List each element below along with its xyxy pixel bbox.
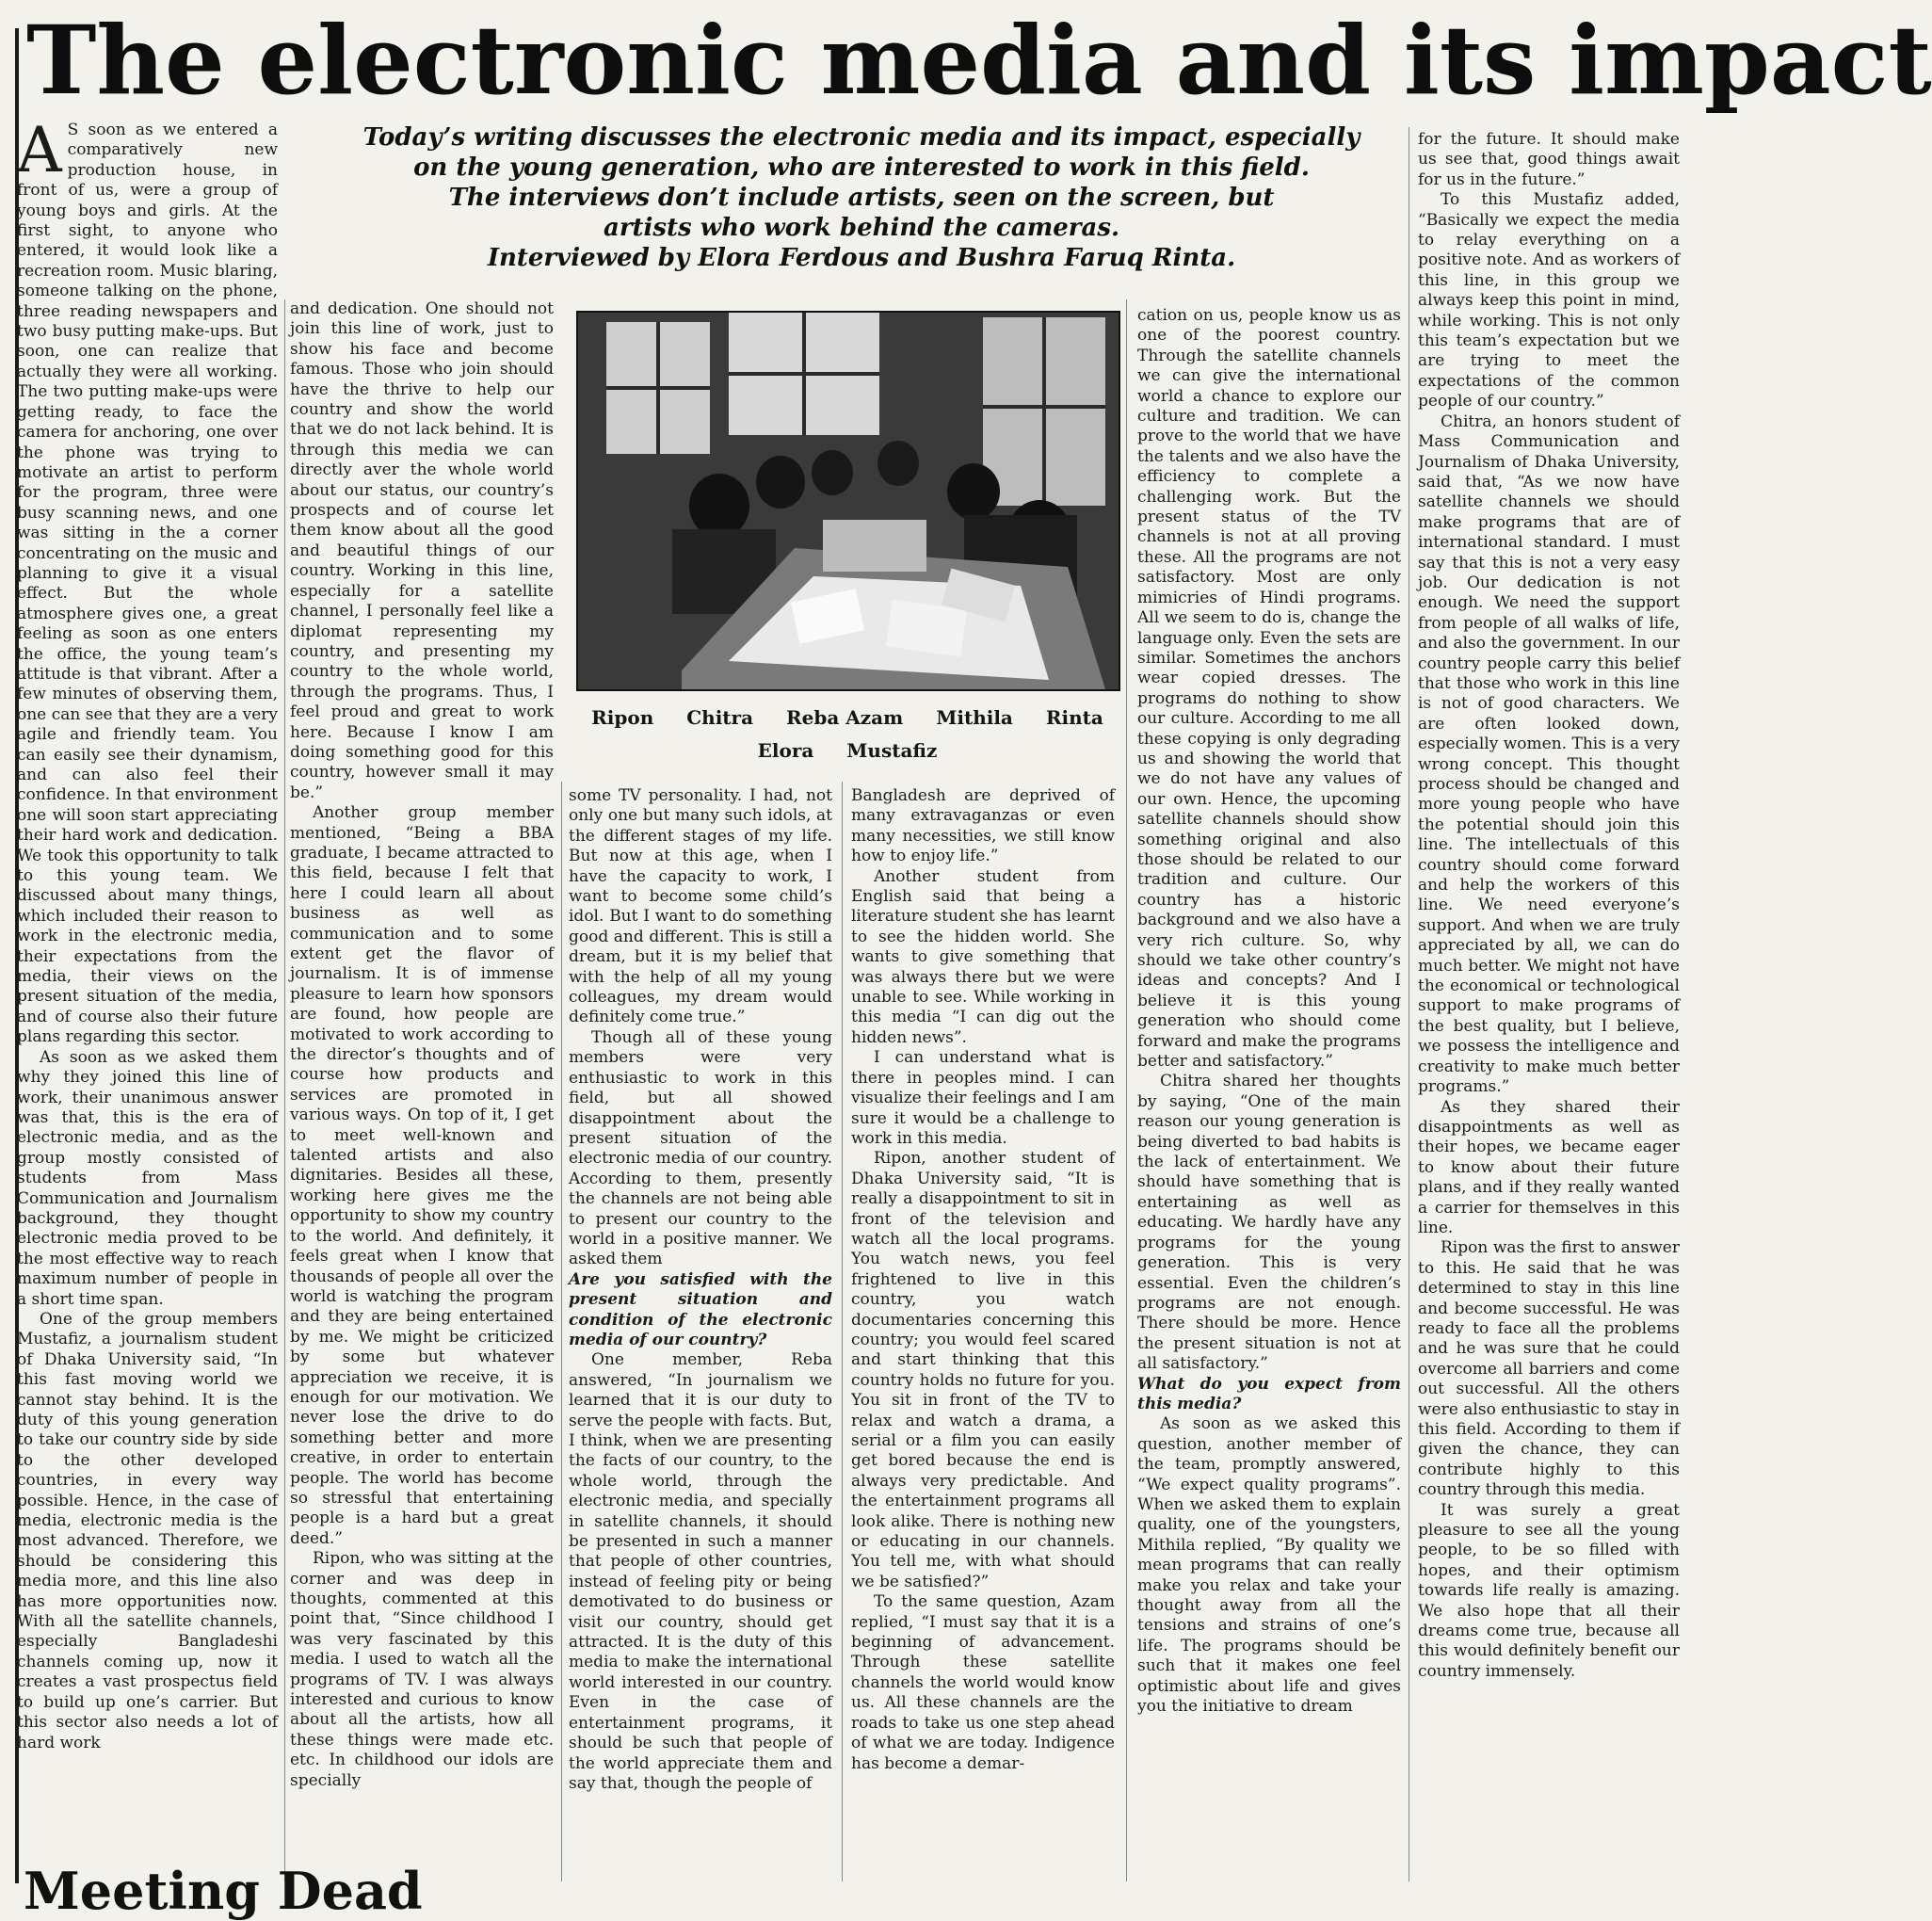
caption-row-2 bbox=[565, 734, 1130, 767]
column-paragraph: Another group member mentioned, “Being a BBA graduate, I became attracted to this field, because I felt that here I could learn all about business as well as communication and to some extent get the flavor of journalism. It is of immense pleasure to learn how sponsors are found, how people are motivated to work according to the director’s thoughts and of course how products and services are promoted in various ways. On top of it, I get to meet well-known and talented artists and also dignitaries. Besides all these, working here gives me the opportunity to show my country to the world. And definitely, it feels great when I know that thousands of people all over the world is watching the program and they are being entertained by me. We might be criticized by some but whatever appreciation we receive, it is enough for our motivation. We never lose the drive to do something better and more creative, in order to entertain people. The world has become so stressful that entertaining people is a hard but a great deed.” bbox=[290, 803, 554, 1548]
article-column-2 bbox=[290, 299, 554, 1881]
column-paragraph: One member, Reba answered, “In journalism we learned that it is our duty to serve the people with facts. But, I think, when we are presenting the facts of our country, to the whole world, through the electronic media, and specially in satellite channels, it should be presented in such a manner that people of other countries, instead of feeling pity or being demotivated to do business or visit our country, should get attracted. It is the duty of this media to make the international world interested in our country. Even in the case of entertainment programs, it should be such that people of the world appreciate them and say that, though the people of bbox=[569, 1350, 832, 1793]
column-paragraph: and dedication. One should not join this line of work, just to show his face and become famous. Those who join should have the thrive to help our country and show the world that we do not lack behind. It is through this media we can directly aver the whole world about our status, our country’s prospects and of course let them know about all the good and beautiful things of our country. Working in this line, especially for a satellite channel, I personally feel like a diplomat representing my country, and presenting my country to the whole world, through the programs. Thus, I feel proud and great to work here. Because I know I am doing something good for this country, however small it may be.” bbox=[290, 299, 554, 802]
photo-caption bbox=[565, 702, 1130, 767]
intro-line: on the young generation, who are interested to work in this field. bbox=[413, 153, 1310, 182]
next-article-headline-fragment: Meeting Dead bbox=[24, 1861, 423, 1921]
intro-line: artists who work behind the cameras. bbox=[603, 214, 1120, 242]
column-divider bbox=[842, 782, 843, 1881]
intro-line: The interviews don’t include artists, seen on the screen, but bbox=[448, 184, 1275, 212]
column-paragraph: It was surely a great pleasure to see all the young people, to be so filled with hopes, and their optimism towards life really is amazing. We also hope that all their dreams come true, because all this would definitely benefit our country immensely. bbox=[1418, 1500, 1680, 1681]
column-paragraph: One of the group members Mustafiz, a journalism student of Dhaka University said, “In this fast moving world we cannot stay behind. It is the duty of this young generation to take our country side by side to the other developed countries, in every way possible. Hence, in the case of media, electronic media is the most advanced. Therefore, we should be considering this media more, and this line also has more opportunities now. With all the satellite channels, especially Bangladeshi channels coming up, now it creates a vast prospectus field to build up one’s carrier. But this sector also needs a lot of hard work bbox=[17, 1309, 278, 1752]
caption-name: Rinta bbox=[1045, 706, 1103, 729]
caption-name: Mithila bbox=[936, 706, 1013, 729]
column-paragraph: As they shared their disappointments as well as their hopes, we became eager to know about their future plans, and if they really wanted a carrier for themselves in this line. bbox=[1418, 1097, 1680, 1237]
interview-question: Are you satisfied with the present situation and condition of the electronic media of our country? bbox=[569, 1269, 832, 1349]
intro-deck bbox=[320, 122, 1403, 273]
headline: The electronic media and its impact bbox=[26, 5, 1932, 116]
interview-question: What do you expect from this media? bbox=[1137, 1374, 1401, 1413]
column-paragraph: To the same question, Azam replied, “I must say that it is a beginning of advancement. Through these satellite channels the world would know us. All these channels are the roads to take us one step ahead of what we are today. Indigence has become a demar- bbox=[851, 1592, 1115, 1773]
column-paragraph: Chitra shared her thoughts by saying, “One of the main reason our young generation is being diverted to bad habits is the lack of entertainment. We should have something that is entertaining as well as educating. We hardly have any programs for the young generation. This is very essential. Even the children’s programs are not enough. There should be more. Hence the present situation is not at all satisfactory.” bbox=[1137, 1072, 1401, 1374]
column-paragraph: As soon as we asked this question, another member of the team, promptly answered, “We expect quality programs”. When we asked them to explain quality, one of the youngsters, Mithila replied, “By quality we mean programs that can really make you relax and take your thought away from all the tensions and strains of one’s life. The programs should be such that it makes one feel optimistic about life and gives you the initiative to dream bbox=[1137, 1414, 1401, 1717]
caption-name: Elora bbox=[757, 739, 814, 762]
group-photo bbox=[576, 311, 1120, 691]
column-divider bbox=[284, 299, 285, 1881]
article-column-5 bbox=[1137, 306, 1401, 1881]
column-paragraph: Bangladesh are deprived of many extravaganzas or even many necessities, we still know how to enjoy life.” bbox=[851, 786, 1115, 866]
column-paragraph: cation on us, people know us as one of the poorest country. Through the satellite channels we can give the international world a chance to explore our culture and tradition. We can prove to the world that we have the talents and we also have the efficiency to complete a challenging work. But the present status of the TV channels is not at all proving these. All the programs are not satisfactory. Most are only mimicries of Hindi programs. All we seem to do is, change the language only. Even the sets are similar. Sometimes the anchors wear copied dresses. The programs do nothing to show our culture. According to me all these copying is only degrading us and showing the world that we do not have any values of our own. Hence, the upcoming satellite channels should show something original and also those should be related to our tradition and culture. Our country has a historic background and we also have a very rich culture. So, why should we take other country’s ideas and concepts? And I believe it is this young generation who should come forward and make the programs better and satisfactory.” bbox=[1137, 306, 1401, 1072]
caption-name: Reba Azam bbox=[786, 706, 904, 729]
intro-byline: Interviewed by Elora Ferdous and Bushra Faruq Rinta. bbox=[487, 244, 1236, 272]
column-paragraph: some TV personality. I had, not only one but many such idols, at the different stages of my life. But now at this age, when I have the capacity to work, I want to become some child’s idol. But I want to do something good and different. This is still a dream, but it is my belief that with the help of all my young colleagues, my dream would definitely come true.” bbox=[569, 786, 832, 1027]
column-divider bbox=[1126, 299, 1127, 1881]
column-divider bbox=[561, 782, 562, 1881]
article-column-4 bbox=[851, 786, 1115, 1881]
article-column-1 bbox=[17, 114, 278, 1881]
group-photo-illustration bbox=[578, 313, 1119, 689]
column-paragraph: Another student from English said that being a literature student she has learnt to see the hidden world. She wants to give something that was always there but we were unable to see. While working in this media “I can dig out the hidden news”. bbox=[851, 866, 1115, 1047]
article-column-3 bbox=[569, 786, 832, 1881]
caption-row-1 bbox=[565, 702, 1130, 734]
column-paragraph: Ripon, who was sitting at the corner and was deep in thoughts, commented at this point that, “Since childhood I was very fascinated by this media. I used to watch all the programs of TV. I was always interested and curious to know about all the artists, how all these things were made etc. etc. In childhood our idols are specially bbox=[290, 1549, 554, 1790]
article-column-6 bbox=[1418, 130, 1680, 1881]
caption-name: Chitra bbox=[686, 706, 754, 729]
intro-line: Today’s writing discusses the electronic media and its impact, especially bbox=[362, 123, 1360, 152]
column-paragraph: Ripon, another student of Dhaka University said, “It is really a disappointment to sit in front of the television and watch all the local programs. You watch news, you feel frightened to live in this country, you watch documentaries concerning this country; you would feel scared and start thinking that this country holds no future for you. You sit in front of the TV to relax and watch a drama, a serial or a film you can easily get bored because the end is always very predictable. And the entertainment programs all look alike. There is nothing new or educating in our channels. You tell me, with what should we be satisfied?” bbox=[851, 1149, 1115, 1591]
column-paragraph: Chitra, an honors student of Mass Communication and Journalism of Dhaka University, said that, “As we now have satellite channels we should make programs that are of international standard. I must say that this is not a very easy job. Our dedication is not enough. We need the support from people of all walks of life, and also the government. In our country people carry this belief that those who work in this line is not of good characters. We are often looked down, especially women. This is a very wrong concept. This thought process should be changed and more young people who have the potential should join this line. The intellectuals of this country should come forward and help the workers of this line. We need everyone’s support. And when we are truly appreciated by all, we can do much better. We might not have the economical or technological support to make programs of the best quality, but I believe, we possess the intelligence and creativity to make much better programs.” bbox=[1418, 412, 1680, 1097]
column-paragraph: A S soon as we entered a comparatively new production house, in front of us, were a group of young boys and girls. At the first sight, to anyone who entered, it would look like a recreation room. Music blaring, someone talking on the phone, three reading newspapers and two busy putting make-ups. But soon, one can realize that actually they were all working. The two putting make-ups were getting ready, to face the camera for anchoring, one over the phone was trying to motivate an artist to perform for the program, three were busy scanning news, and one was sitting in the a corner concentrating on the music and planning to give it a visual effect. But the whole atmosphere gives one, a great feeling as soon as one enters the office, the young team’s attitude is that vibrant. After a few minutes of observing them, one can see that they are a very agile and friendly team. You can easily see their dynamism, and can also feel their confidence. In that environment one will soon start appreciating their hard work and dedication. We took this opportunity to talk to this young team. We discussed about many things, which included their reason to work in the electronic media, their expectations from the media, their views on the present situation of the media, and of course also their future plans regarding this sector. bbox=[17, 114, 278, 1047]
drop-cap: A bbox=[17, 114, 62, 186]
column-paragraph: As soon as we asked them why they joined this line of work, their unanimous answer was that, this is the era of electronic media, and as the group mostly consisted of students from Mass Communication and Journalism background, they thought electronic media proved to be the most effective way to reach maximum number of people in a short time span. bbox=[17, 1047, 278, 1309]
caption-name: Mustafiz bbox=[846, 739, 938, 762]
column-paragraph: To this Mustafiz added, “Basically we expect the media to relay everything on a positive note. And as workers of this line, in this group we always keep this point in mind, while working. This is not only this team’s expectation but we are trying to meet the expectations of the common people of our country.” bbox=[1418, 190, 1680, 412]
column-paragraph: Ripon was the first to answer to this. He said that he was determined to stay in this line and become successful. He was ready to face all the problems and he was sure that he could overcome all barriers and come out successful. All the others were also enthusiastic to stay in this field. According to them if given the chance, they can contribute highly to this country through this media. bbox=[1418, 1238, 1680, 1500]
column-paragraph: Though all of these young members were very enthusiastic to work in this field, but all showed disappointment about the present situation of the electronic media of our country. According to them, presently the channels are not being able to present our country to the world in a positive manner. We asked them bbox=[569, 1027, 832, 1269]
column-paragraph: I can understand what is there in peoples mind. I can visualize their feelings and I am sure it would be a challenge to work in this media. bbox=[851, 1048, 1115, 1148]
column-paragraph: for the future. It should make us see that, good things await for us in the future.” bbox=[1418, 130, 1680, 189]
caption-name: Ripon bbox=[591, 706, 654, 729]
